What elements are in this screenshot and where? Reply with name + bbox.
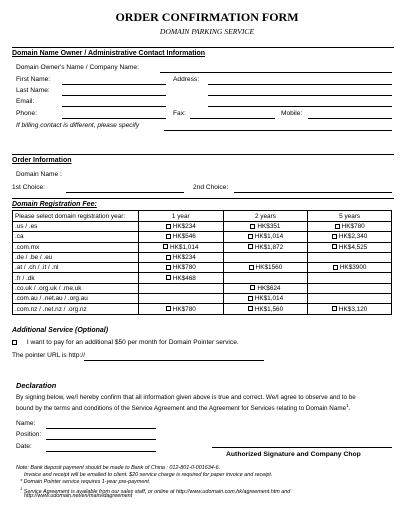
- fee-cell-y1: [138, 232, 223, 242]
- fee-cell-y5: [308, 222, 392, 232]
- fee-row: [13, 222, 392, 232]
- pointer-url-field[interactable]: [84, 360, 264, 361]
- fee-checkbox[interactable]: [332, 306, 337, 311]
- fee-tld: .de / .be / .eu: [13, 252, 139, 262]
- fee-checkbox[interactable]: [248, 306, 253, 311]
- date-field[interactable]: [46, 451, 156, 452]
- phone-field[interactable]: [62, 118, 166, 119]
- last-name-label: Last Name:: [16, 87, 50, 94]
- address-field-3[interactable]: [208, 106, 392, 107]
- fee-table-header: [13, 211, 392, 222]
- fee-price: HK$780: [341, 223, 365, 231]
- fee-price: HK$351: [257, 223, 281, 231]
- fee-checkbox[interactable]: [248, 234, 253, 239]
- fee-row: [13, 273, 392, 283]
- fee-checkbox[interactable]: [166, 275, 171, 280]
- fee-tld: .ca: [13, 232, 139, 242]
- note-line-4: $^1$ Service Agreement is available from our sales staff, or online at http://www.udomain.com.hk/agreement.htm and: [20, 486, 291, 495]
- fee-checkbox[interactable]: [166, 255, 171, 260]
- position-label: Position:: [16, 431, 42, 438]
- fee-checkbox[interactable]: [166, 224, 171, 229]
- fee-price: HK$780: [172, 264, 196, 272]
- fee-checkbox[interactable]: [166, 265, 171, 270]
- fee-price: HK$3,120: [338, 305, 368, 313]
- fee-checkbox[interactable]: [163, 244, 168, 249]
- fee-checkbox[interactable]: [248, 296, 253, 301]
- footnote-mark: 1: [346, 403, 349, 408]
- signature-field[interactable]: [212, 447, 392, 448]
- fee-row: [13, 294, 392, 304]
- fee-tld: .fr / .dk: [13, 273, 139, 283]
- fee-cell-y2: [223, 283, 308, 293]
- fee-row: [13, 252, 392, 262]
- fee-cell-y5: [308, 232, 392, 242]
- pointer-url-label: The pointer URL is http://: [12, 352, 86, 359]
- fee-price: HK$1,014: [254, 295, 284, 303]
- section-divider: [12, 47, 394, 48]
- fee-cell-y1: [138, 242, 223, 252]
- declaration-line-2: bound by the terms and conditions of the Service Agreement and the Agreement for Services relating to Domain Name$^1$.: [16, 403, 351, 413]
- fee-cell-y5: [308, 294, 392, 304]
- declaration-heading: Declaration: [16, 381, 57, 390]
- name-label: Name:: [16, 420, 36, 427]
- first-name-label: First Name:: [16, 76, 51, 83]
- company-field[interactable]: [160, 72, 392, 73]
- pointer-checkbox[interactable]: [12, 340, 17, 345]
- mobile-field[interactable]: [308, 118, 392, 119]
- section-divider: [12, 154, 394, 155]
- fee-row: [13, 242, 392, 252]
- fee-cell-y2: [223, 263, 308, 273]
- fee-price: HK$468: [172, 274, 196, 282]
- second-choice-field[interactable]: [234, 192, 392, 193]
- fee-price: HK$234: [172, 254, 196, 262]
- fax-field[interactable]: [190, 118, 275, 119]
- fee-row: [13, 232, 392, 242]
- fee-price: HK$1,014: [254, 233, 284, 241]
- fee-cell-y1: [138, 263, 223, 273]
- fee-checkbox[interactable]: [250, 285, 255, 290]
- fee-cell-y1: [138, 283, 223, 293]
- fee-cell-y5: [308, 273, 392, 283]
- fee-cell-y5: [308, 304, 392, 314]
- fee-checkbox[interactable]: [335, 224, 340, 229]
- section-divider: [12, 198, 394, 199]
- fee-tld: .at / .ch / .it / .nl: [13, 263, 139, 273]
- fee-heading: Domain Registration Fee:: [12, 201, 97, 208]
- name-field[interactable]: [46, 428, 156, 429]
- owner-heading: Domain Name Owner / Administrative Contact Information: [12, 50, 206, 57]
- fee-row: [13, 263, 392, 273]
- note-line-5: http://www.udomain.net/en/main/idagreement: [24, 493, 133, 499]
- fee-cell-y1: [138, 222, 223, 232]
- fee-cell-y5: [308, 263, 392, 273]
- fee-cell-y5: [308, 252, 392, 262]
- note-line-2: Invoice and receipt will be emailed to client. $20 service charge is required for paper invoice and receipt.: [24, 472, 273, 478]
- note-line-1: Note: Bank deposit payment should be made to Bank of China : 012-801-0-001634-6.: [16, 465, 221, 471]
- additional-heading: Additional Service (Optional): [12, 327, 109, 334]
- company-label: Domain Owner's Name / Company Name:: [16, 64, 139, 71]
- fee-cell-y2: [223, 252, 308, 262]
- fee-cell-y1: [138, 304, 223, 314]
- fee-checkbox[interactable]: [332, 234, 337, 239]
- fee-price: HK$1,014: [170, 243, 199, 251]
- first-choice-field[interactable]: [66, 192, 184, 193]
- fax-label: Fax:: [173, 110, 186, 117]
- fee-checkbox[interactable]: [166, 306, 171, 311]
- signature-label: Authorized Signature and Company Chop: [226, 451, 361, 458]
- fee-cell-y1: [138, 273, 223, 283]
- fee-price: HK$624: [257, 284, 281, 292]
- first-name-field[interactable]: [62, 84, 166, 85]
- fee-price: HK$3900: [339, 264, 367, 272]
- fee-checkbox[interactable]: [250, 224, 255, 229]
- fee-price: HK$4,525: [338, 243, 368, 251]
- fee-checkbox[interactable]: [248, 244, 253, 249]
- fee-cell-y2: [223, 304, 308, 314]
- form-title: ORDER CONFIRMATION FORM: [115, 10, 299, 24]
- fee-price: HK$1,872: [254, 243, 284, 251]
- fee-cell-y5: [308, 242, 392, 252]
- fee-table: [12, 210, 392, 315]
- fee-cell-y1: [138, 252, 223, 262]
- fee-tld: .co.uk / .org.uk / .me.uk: [13, 283, 139, 293]
- declaration-line-1: By signing below, we/I hereby confirm that all information given above is true and correct. We/I agree to observe and to be: [16, 394, 356, 401]
- email-field[interactable]: [62, 106, 166, 107]
- order-heading: Order Information: [12, 157, 72, 164]
- fee-cell-y5: [308, 283, 392, 293]
- fee-cell-y2: [223, 294, 308, 304]
- fee-price: HK$1560: [255, 264, 283, 272]
- fee-tld: .com.nz / .net.nz / .org.nz: [13, 304, 139, 314]
- fee-price: HK$780: [172, 305, 196, 313]
- address-field-2[interactable]: [208, 95, 392, 96]
- note-mark: 1: [20, 486, 23, 491]
- fee-price: HK$2,340: [338, 233, 368, 241]
- fee-row: [13, 283, 392, 293]
- fee-price: HK$546: [172, 233, 196, 241]
- billing-note: If billing contact is different, please specify: [16, 122, 140, 129]
- fee-col-header: 1 year: [138, 211, 223, 222]
- fee-checkbox[interactable]: [166, 234, 171, 239]
- fee-tld: .com.au / .net.au / .org.au: [13, 294, 139, 304]
- last-name-field[interactable]: [62, 95, 166, 96]
- second-choice-label: 2nd Choice:: [193, 184, 229, 191]
- fee-tld: .us / .es: [13, 222, 139, 232]
- mobile-label: Mobile:: [281, 110, 303, 117]
- note-mark: *: [20, 479, 23, 485]
- fee-checkbox[interactable]: [332, 244, 337, 249]
- address-field-1[interactable]: [208, 84, 392, 85]
- fee-price: HK$234: [172, 223, 196, 231]
- pointer-option-text: I want to pay for an additional $50 per month for Domain Pointer service.: [26, 339, 239, 346]
- phone-label: Phone:: [16, 110, 37, 117]
- first-choice-label: 1st Choice:: [12, 184, 45, 191]
- fee-cell-y2: [223, 242, 308, 252]
- fee-cell-y2: [223, 222, 308, 232]
- pointer-option[interactable]: [12, 339, 239, 346]
- form-subtitle: DOMAIN PARKING SERVICE: [159, 27, 255, 36]
- fee-price: HK$1,560: [254, 305, 284, 313]
- fee-tld: .com.mx: [13, 242, 139, 252]
- fee-checkbox[interactable]: [249, 265, 254, 270]
- fee-col-header: 2 years: [223, 211, 308, 222]
- fee-col-header: Please select domain registration year:: [13, 211, 139, 222]
- billing-field[interactable]: [164, 130, 392, 131]
- fee-col-header: 5 years: [308, 211, 392, 222]
- domain-name-label: Domain Name :: [16, 171, 62, 178]
- fee-cell-y2: [223, 232, 308, 242]
- email-label: Email:: [16, 98, 35, 105]
- fee-cell-y2: [223, 273, 308, 283]
- address-label: Address:: [173, 76, 200, 83]
- fee-cell-y1: [138, 294, 223, 304]
- fee-checkbox[interactable]: [333, 265, 338, 270]
- position-field[interactable]: [46, 439, 156, 440]
- note-line-3: * Domain Pointer service requires 1-year pre-payment.: [20, 479, 151, 485]
- fee-row: [13, 304, 392, 314]
- date-label: Date:: [16, 443, 32, 450]
